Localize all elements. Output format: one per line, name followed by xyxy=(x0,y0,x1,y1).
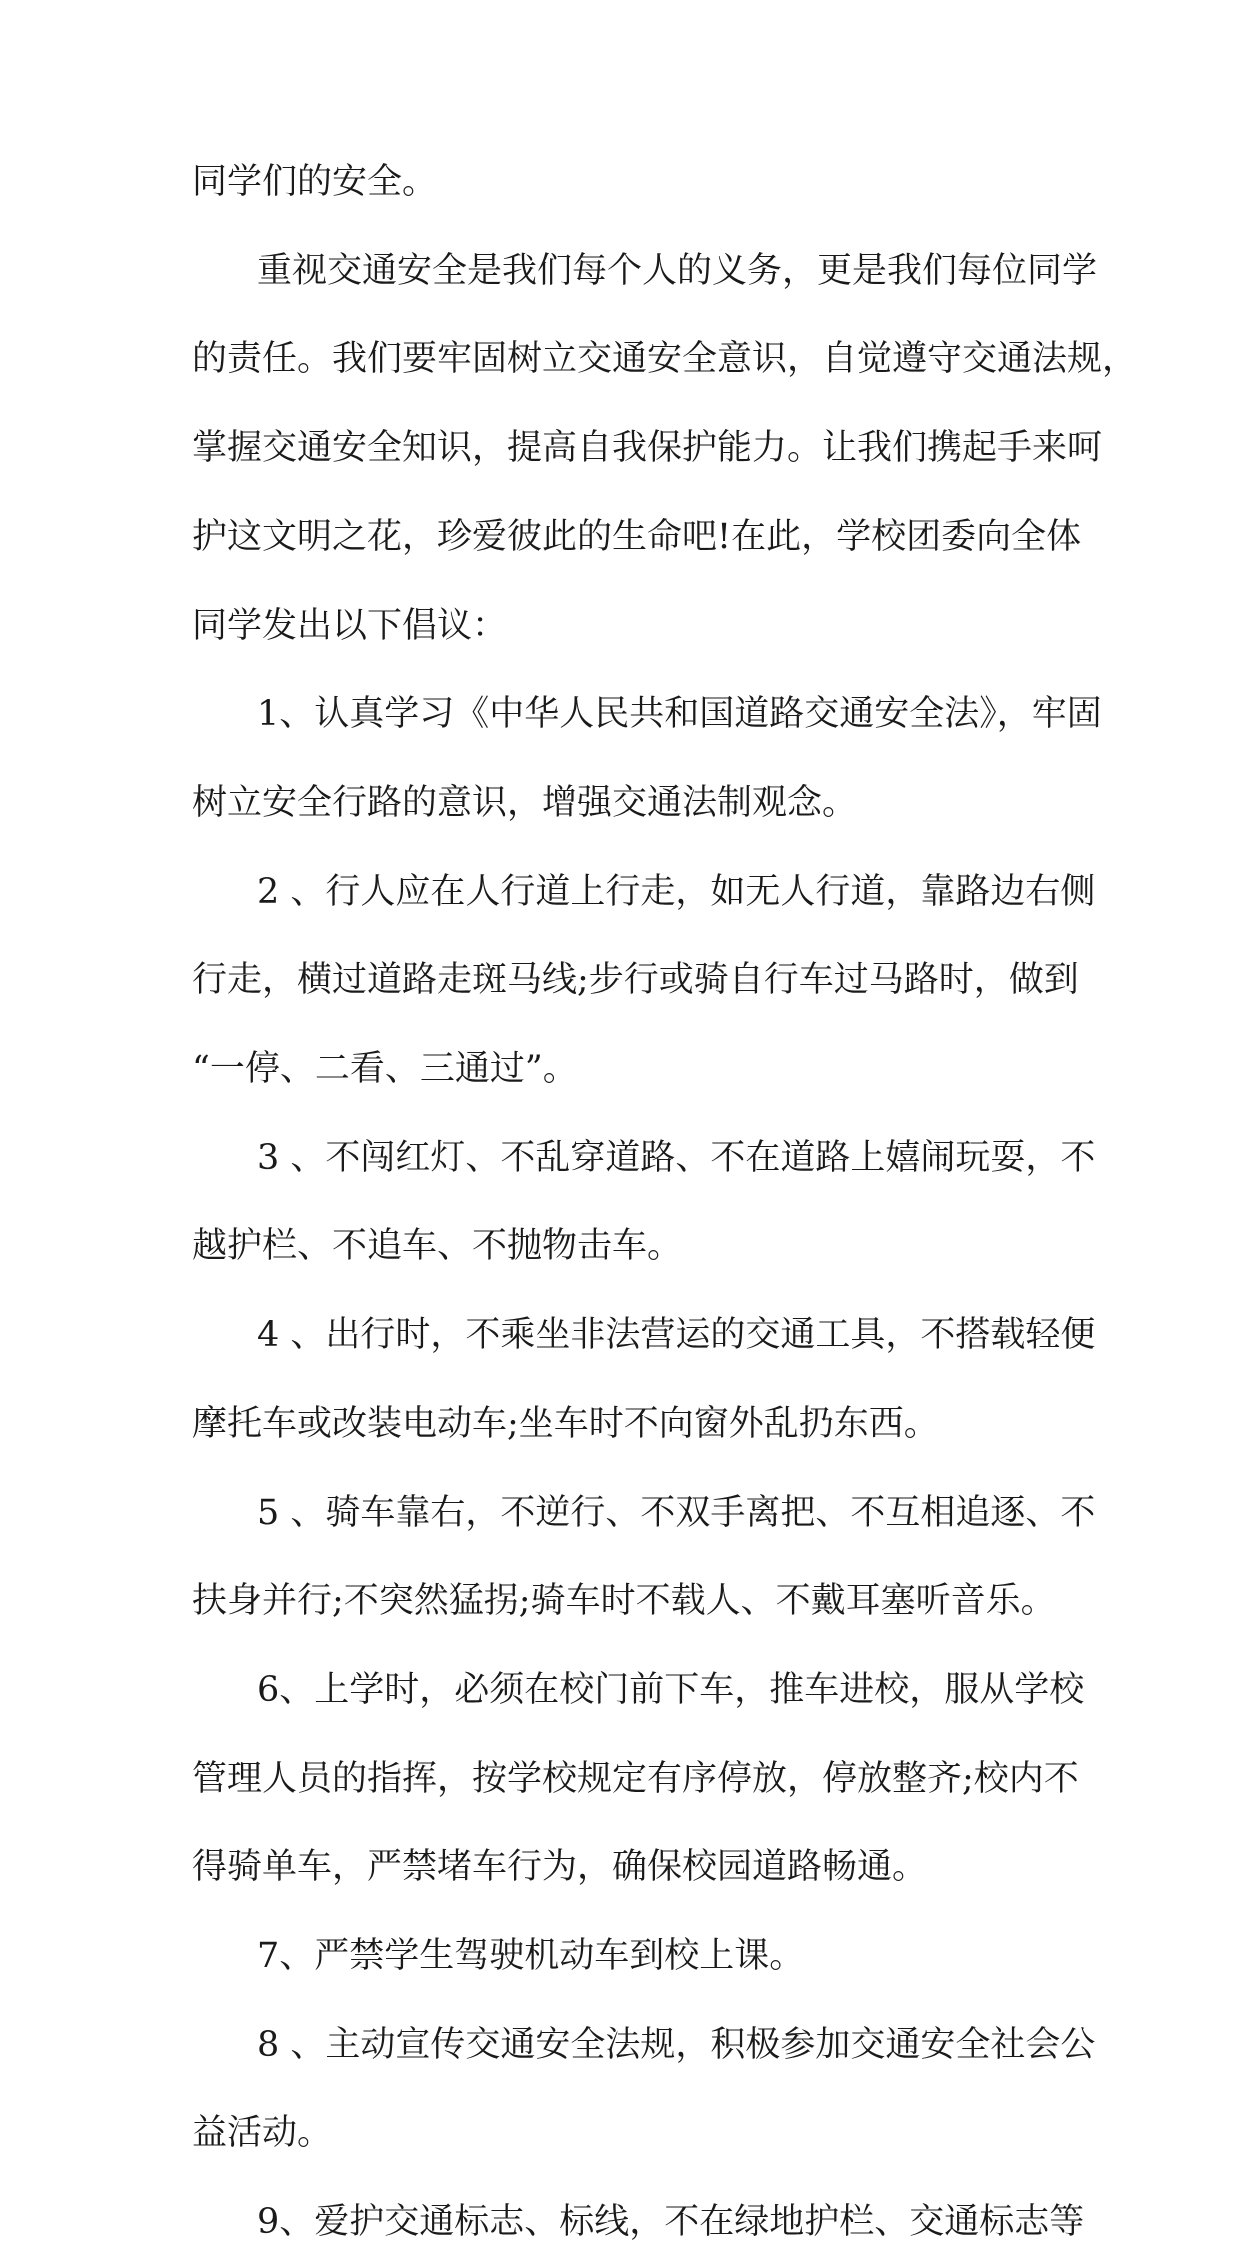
text-line: 扶身并行;不突然猛拐;骑车时不载人、不戴耳塞听音乐。 xyxy=(192,1581,1056,1621)
text-line: 4 、出行时，不乘坐非法营运的交通工具，不搭载轻便 xyxy=(257,1315,1096,1355)
text-line: 3 、不闯红灯、不乱穿道路、不在道路上嬉闹玩耍，不 xyxy=(257,1138,1096,1178)
text-line: 的责任。我们要牢固树立交通安全意识，自觉遵守交通法规， xyxy=(192,339,1138,379)
text-line: “一停、二看、三通过”。 xyxy=(192,1049,578,1089)
text-line: 2 、行人应在人行道上行走，如无人行道，靠路边右侧 xyxy=(257,872,1096,912)
text-line: 管理人员的指挥，按学校规定有序停放，停放整齐;校内不 xyxy=(192,1759,1079,1799)
text-line: 行走，横过道路走斑马线;步行或骑自行车过马路时，做到 xyxy=(192,960,1079,1000)
text-line: 掌握交通安全知识，提高自我保护能力。让我们携起手来呵 xyxy=(192,428,1103,468)
text-line: 树立安全行路的意识，增强交通法制观念。 xyxy=(192,783,858,823)
text-line: 6、上学时，必须在校门前下车，推车进校，服从学校 xyxy=(257,1670,1085,1710)
text-line: 5 、骑车靠右，不逆行、不双手离把、不互相追逐、不 xyxy=(257,1493,1096,1533)
text-line: 得骑单车，严禁堵车行为，确保校园道路畅通。 xyxy=(192,1847,928,1887)
text-line: 7、严禁学生驾驶机动车到校上课。 xyxy=(257,1936,805,1976)
text-line: 护这文明之花，珍爱彼此的生命吧!在此，学校团委向全体 xyxy=(192,517,1082,557)
text-line: 重视交通安全是我们每个人的义务，更是我们每位同学 xyxy=(257,251,1098,291)
text-line: 同学发出以下倡议： xyxy=(192,606,508,646)
text-line: 摩托车或改装电动车;坐车时不向窗外乱扔东西。 xyxy=(192,1404,939,1444)
text-line: 1、认真学习《中华人民共和国道路交通安全法》，牢固 xyxy=(257,694,1102,734)
text-line: 益活动。 xyxy=(192,2113,333,2153)
text-line: 8 、主动宣传交通安全法规，积极参加交通安全社会公 xyxy=(257,2025,1096,2065)
text-line: 越护栏、不追车、不抛物击车。 xyxy=(192,1226,683,1266)
text-line: 9、爱护交通标志、标线，不在绿地护栏、交通标志等 xyxy=(257,2202,1085,2242)
text-line: 同学们的安全。 xyxy=(192,162,438,202)
